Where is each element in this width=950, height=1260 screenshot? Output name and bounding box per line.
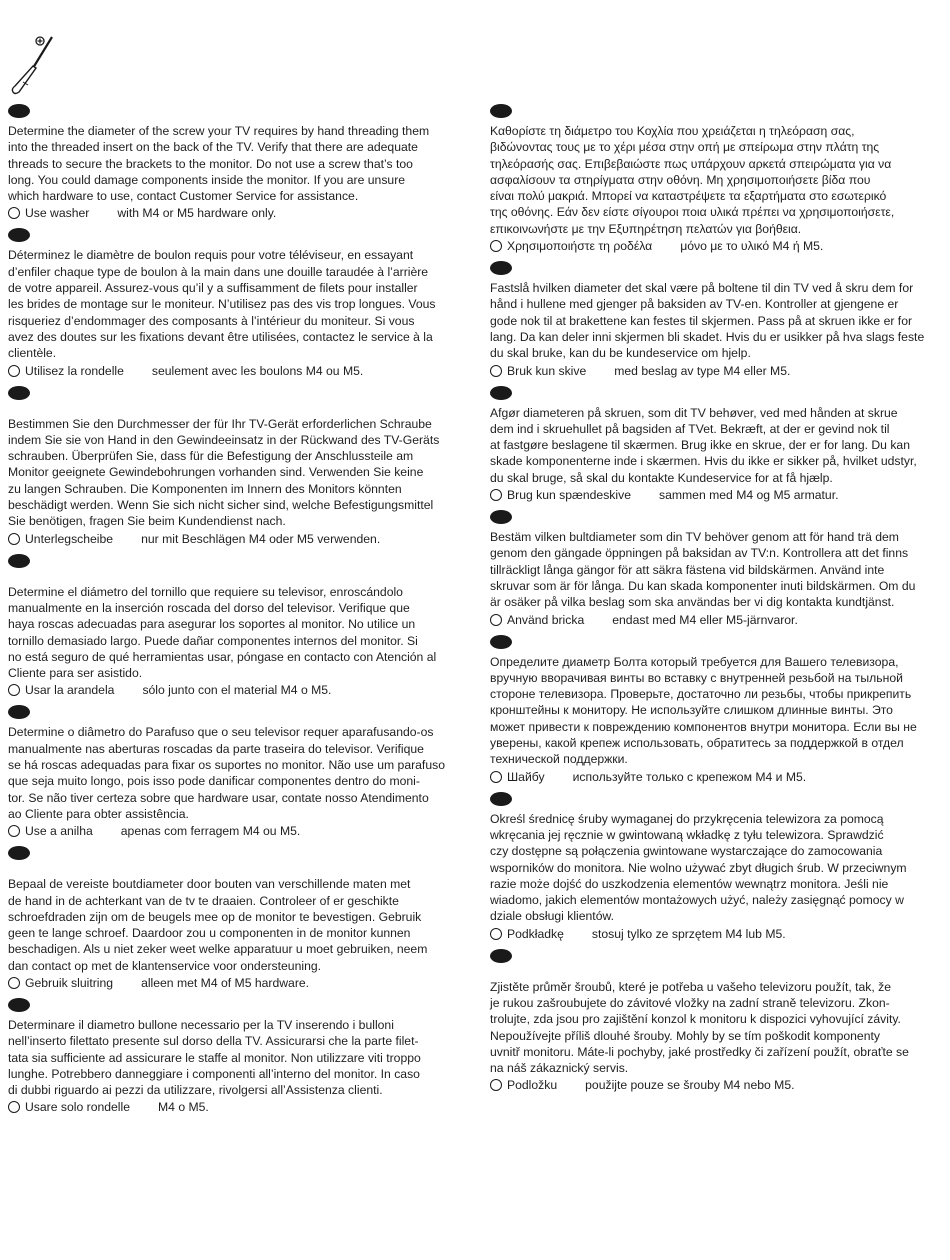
washer-label: Unterlegscheibe xyxy=(25,531,114,546)
washer-label: Utilisez la rondelle xyxy=(25,363,124,378)
section-it xyxy=(8,998,460,1115)
washer-icon xyxy=(8,1101,20,1113)
hardware-note: nur mit Beschlägen M4 oder M5 verwenden. xyxy=(141,531,381,546)
instruction-text: Zjistěte průměr šroubů, které je potřeba u vašeho televizoru použít, tak, že je rukou zašroubujete do závitové vložky na zadní straně televizoru. Zkon- trolujte, zda jsou pro zajištění konzol k monitoru k dispozici vyhovující závity. Nepoužívejte příliš dlouhé šrouby. Mohly by se tím poškodit komponenty uvnitř monitoru. Máte-li pochyby, jaké prostředky či zařízení použít, obraťte se na náš zákaznický servis. xyxy=(490,979,909,1076)
washer-note xyxy=(8,205,460,221)
hardware-note: используйте только с крепежом M4 и M5. xyxy=(572,769,807,784)
hardware-note: med beslag av type M4 eller M5. xyxy=(614,363,791,378)
section-da xyxy=(490,386,942,503)
washer-note xyxy=(490,1077,942,1093)
washer-label: Use a anilha xyxy=(25,824,93,839)
hardware-note: apenas com ferragem M4 ou M5. xyxy=(120,824,301,839)
step-dot-marker xyxy=(490,261,512,275)
step-dot-marker xyxy=(8,228,30,242)
screwdriver-icon xyxy=(6,32,58,98)
step-dot-marker xyxy=(8,104,30,118)
section-pt xyxy=(8,705,460,839)
washer-icon xyxy=(8,684,20,696)
hardware-note: μόνο με το υλικό M4 ή M5. xyxy=(680,239,824,254)
washer-icon xyxy=(8,365,20,377)
step-dot-marker xyxy=(490,792,512,806)
washer-icon xyxy=(8,825,20,837)
washer-note xyxy=(8,531,460,547)
washer-label: Podkładkę xyxy=(507,926,564,941)
washer-label: Usare solo rondelle xyxy=(25,1100,131,1115)
washer-icon xyxy=(490,928,502,940)
step-dot-marker xyxy=(8,705,30,719)
instruction-text: Καθορίστε τη διάμετρο του Κοχλία που χρειάζεται η τηλεόραση σας, βιδώνοντας τους με το χέρι μέσα στην οπή με σπείρωμα στην πλάτη της τηλεόρασής σας. Επιβεβαιώστε πως υπάρχουν αρκετά σπειρώματα για να ασφαλίσουν τα στηρίγματα στην οθόνη. Μη χρησιμοποιήσετε βίδα που είναι πολύ μακριά. Μπορεί να καταστρέψετε τα εξαρτήματα στο εσωτερικό της οθόνης. Εάν δεν είστε σίγουροι ποια υλικά πρέπει να χρησιμοποιήσετε, επικοινωνήστε με την Εξυπηρέτηση πελατών για βοήθεια. xyxy=(490,124,895,236)
section-sv xyxy=(490,510,942,627)
instruction-text: Determine el diámetro del tornillo que requiere su televisor, enroscándolo manualmente en la inserción roscada del dorso del televisor. Verifique que haya roscas adecuadas para asegurar los soportes al monitor. No utilice un tornillo demasiado largo. Puede dañar componentes internos del monitor. Si no está seguro de qué herramientas usar, póngase en contacto con Atención al Cliente para ser asistido. xyxy=(8,584,437,681)
washer-icon xyxy=(490,771,502,783)
washer-icon xyxy=(490,489,502,501)
instruction-text: Bestimmen Sie den Durchmesser der für Ihr TV-Gerät erforderlichen Schraube indem Sie sie von Hand in den Gewindeeinsatz in der Rückwand des TV-Geräts schrauben. Überprüfen Sie, dass für die Befestigung der Anschlussteile am Monitor geeignete Gewindebohrungen vorhanden sind. Verwenden Sie keine zu langen Schrauben. Die Komponenten im Innern des Monitors könnten beschädigt werden. Wenn Sie sich nicht sicher sind, welche Befestigungsmittel Sie benötigen, fragen Sie beim Kundendienst nach. xyxy=(8,416,440,529)
hardware-note: sólo junto con el material M4 o M5. xyxy=(142,683,332,698)
instruction-text: Determine o diâmetro do Parafuso que o seu televisor requer aparafusando-os manualmente nas aberturas roscadas da parte traseira do televisor. Verifique se há roscas adequadas para fixar os suportes no monitor. Não use um parafuso que seja muito longo, pois isso pode danificar componentes dentro do moni- tor. Se não tiver certeza sobre que hardware usar, contate nosso Atendimento ao Cliente para obter assistência. xyxy=(8,725,445,821)
washer-icon xyxy=(8,533,20,545)
instruction-text: Determine the diameter of the screw your TV requires by hand threading them into the threaded insert on the back of the TV. Verify that there are adequate threads to secure the brackets to the monitor. Do not use a screw that’s too long. You could damage components inside the monitor. If you are unsure which hardware to use, contact Customer Service for assistance. xyxy=(8,124,430,204)
section-en xyxy=(8,104,460,221)
washer-note xyxy=(490,238,942,254)
washer-icon xyxy=(490,1079,502,1091)
hardware-note: seulement avec les boulons M4 ou M5. xyxy=(151,363,364,378)
hardware-note: M4 o M5. xyxy=(158,1100,209,1115)
step-dot-marker xyxy=(490,104,512,118)
hardware-note: použijte pouze se šrouby M4 nebo M5. xyxy=(585,1078,795,1093)
washer-note xyxy=(490,769,942,785)
washer-label: Podložku xyxy=(507,1078,558,1093)
section-ru xyxy=(490,635,942,785)
step-dot-marker xyxy=(8,998,30,1012)
washer-note xyxy=(8,823,460,839)
washer-icon xyxy=(490,240,502,252)
washer-note xyxy=(490,487,942,503)
instruction-text: Określ średnicę śruby wymaganej do przykręcenia telewizora za pomocą wkręcania jej ręcznie w gwintowaną wkładkę z tyłu telewizora. Sprawdzić czy dostępne są połączenia gwintowane wystarczające do zamocowania wsporników do monitora. Nie wolno używać zbyt długich śrub. W przeciwnym razie może dojść do uszkodzenia elementów wewnątrz monitora. Jeśli nie wiadomo, jakich elementów montażowych użyć, należy zasięgnąć pomocy w dziale obsługi klientów. xyxy=(490,811,907,924)
hardware-note: stosuj tylko ze sprzętem M4 lub M5. xyxy=(591,926,786,941)
step-dot-marker xyxy=(8,554,30,568)
section-es xyxy=(8,554,460,699)
washer-note xyxy=(490,612,942,628)
washer-note xyxy=(8,975,460,991)
washer-note xyxy=(8,1099,460,1115)
hardware-note: sammen med M4 og M5 armatur. xyxy=(658,488,839,503)
step-dot-marker xyxy=(490,510,512,524)
section-pl xyxy=(490,792,942,942)
hardware-note: with M4 or M5 hardware only. xyxy=(117,206,277,221)
instruction-text: Fastslå hvilken diameter det skal være på boltene til din TV ved å skru dem for hånd i hullene med gjenger på baksiden av TV-en. Kontroller at gjengene er gode nok til at brakettene kan festes til skjermen. Pass på at skruen ikke er for lang. Da kan deler inni skjermen bli skadet. Hvis du er usikker på hva slags feste du skal bruke, kan du be kundeservice om hjelp. xyxy=(490,281,925,361)
section-no xyxy=(490,261,942,378)
left-column xyxy=(8,104,460,1122)
step-dot-marker xyxy=(490,635,512,649)
section-el xyxy=(490,104,942,254)
washer-note xyxy=(8,682,460,698)
washer-note xyxy=(490,363,942,379)
washer-label: Bruk kun skive xyxy=(507,363,587,378)
section-de xyxy=(8,386,460,547)
right-column xyxy=(490,104,942,1100)
section-nl xyxy=(8,846,460,991)
step-dot-marker xyxy=(8,386,30,400)
washer-label: Usar la arandela xyxy=(25,683,115,698)
section-cs xyxy=(490,949,942,1094)
hardware-note: alleen met M4 of M5 hardware. xyxy=(141,975,310,990)
washer-icon xyxy=(490,365,502,377)
instruction-text: Afgør diameteren på skruen, som dit TV behøver, ved med hånden at skrue dem ind i skruehullet på bagsiden af TVet. Bekræft, at der er gevind nok til at fastgøre beslagene til skærmen. Brug ikke en skrue, der er for lang. Du kan skade komponenterne inde i skærmen. Hvis du ikke er sikker på, hvilket udstyr, du skal bruge, så skal du kontakte Kundeservice for at få hjælp. xyxy=(490,405,917,485)
washer-label: Använd bricka xyxy=(507,612,585,627)
instruction-text: Déterminez le diamètre de boulon requis pour votre téléviseur, en essayant d’enfiler chaque type de boulon à la main dans une douille taraudée à l’arrière de votre appareil. Assurez-vous qu’il y a suffisamment de filets pour installer les brides de montage sur le moniteur. N’utilisez pas des vis trop longues. Vous risqueriez d’endommager des composants à l’intérieur du moniteur. Si vous avez des doutes sur les fixations devant être utilisées, contactez le service à la clientèle. xyxy=(8,248,436,361)
step-dot-marker xyxy=(8,846,30,860)
step-dot-marker xyxy=(490,386,512,400)
washer-label: Шайбу xyxy=(507,769,545,784)
washer-icon xyxy=(8,207,20,219)
washer-label: Gebruik sluitring xyxy=(25,975,114,990)
washer-label: Χρησιμοποιήστε τη ροδέλα xyxy=(507,239,653,254)
washer-icon xyxy=(490,614,502,626)
section-fr xyxy=(8,228,460,378)
instruction-text: Bepaal de vereiste boutdiameter door bouten van verschillende maten met de hand in de achterkant van de tv te draaien. Controleer of er geschikte schroefdraden zijn om de beugels mee op de monitor te bevestigen. Gebruik geen te lange schroef. Daardoor zou u componenten in de monitor kunnen beschadigen. Als u niet zeker weet welke apparatuur u moet gebruiken, neem dan contact op met de klantenservice voor ondersteuning. xyxy=(8,877,428,973)
hardware-note: endast med M4 eller M5-järnvaror. xyxy=(612,612,798,627)
washer-icon xyxy=(8,977,20,989)
washer-label: Brug kun spændeskive xyxy=(507,488,631,503)
washer-note xyxy=(8,363,460,379)
instruction-text: Определите диаметр Болта который требуется для Вашего телевизора, вручную вворачивая винты во вставку с внутренней резьбой на тыльной стороне телевизора. Проверьте, достаточно ли резьбы, чтобы прикрепить кронштейны к монитору. Не используйте слишком длинные винты. Это может привести к повреждению компонентов внутри монитора. Если вы не уверены, какой крепеж использовать, обратитесь за поддержкой в отдел технической поддержки. xyxy=(490,654,917,767)
instruction-text: Determinare il diametro bullone necessario per la TV inserendo i bulloni nell’inserto filettato presente sul dorso della TV. Assicurarsi che la parte filet- tata sia sufficiente ad assicurare le staffe al monitor. Non utilizzare viti troppo lunghe. Potrebbero danneggiare i componenti all’interno del monitor. In caso di dubbi riguardo ai pezzi da utilizzare, rivolgersi all’Assistenza clienti. xyxy=(8,1017,421,1098)
step-dot-marker xyxy=(490,949,512,963)
instruction-text: Bestäm vilken bultdiameter som din TV behöver genom att för hand trä dem genom den gängade öppningen på baksidan av TV:n. Kontrollera att det finns tillräckligt långa gängor för att säkra fästena vid bildskärmen. Använd inte skruvar som är för långa. Du kan skada komponenter inuti bildskärmen. Om du är osäker på vilka beslag som ska användas ber vi dig kontakta kundtjänst. xyxy=(490,530,916,610)
washer-note xyxy=(490,926,942,942)
washer-label: Use washer xyxy=(25,206,90,221)
